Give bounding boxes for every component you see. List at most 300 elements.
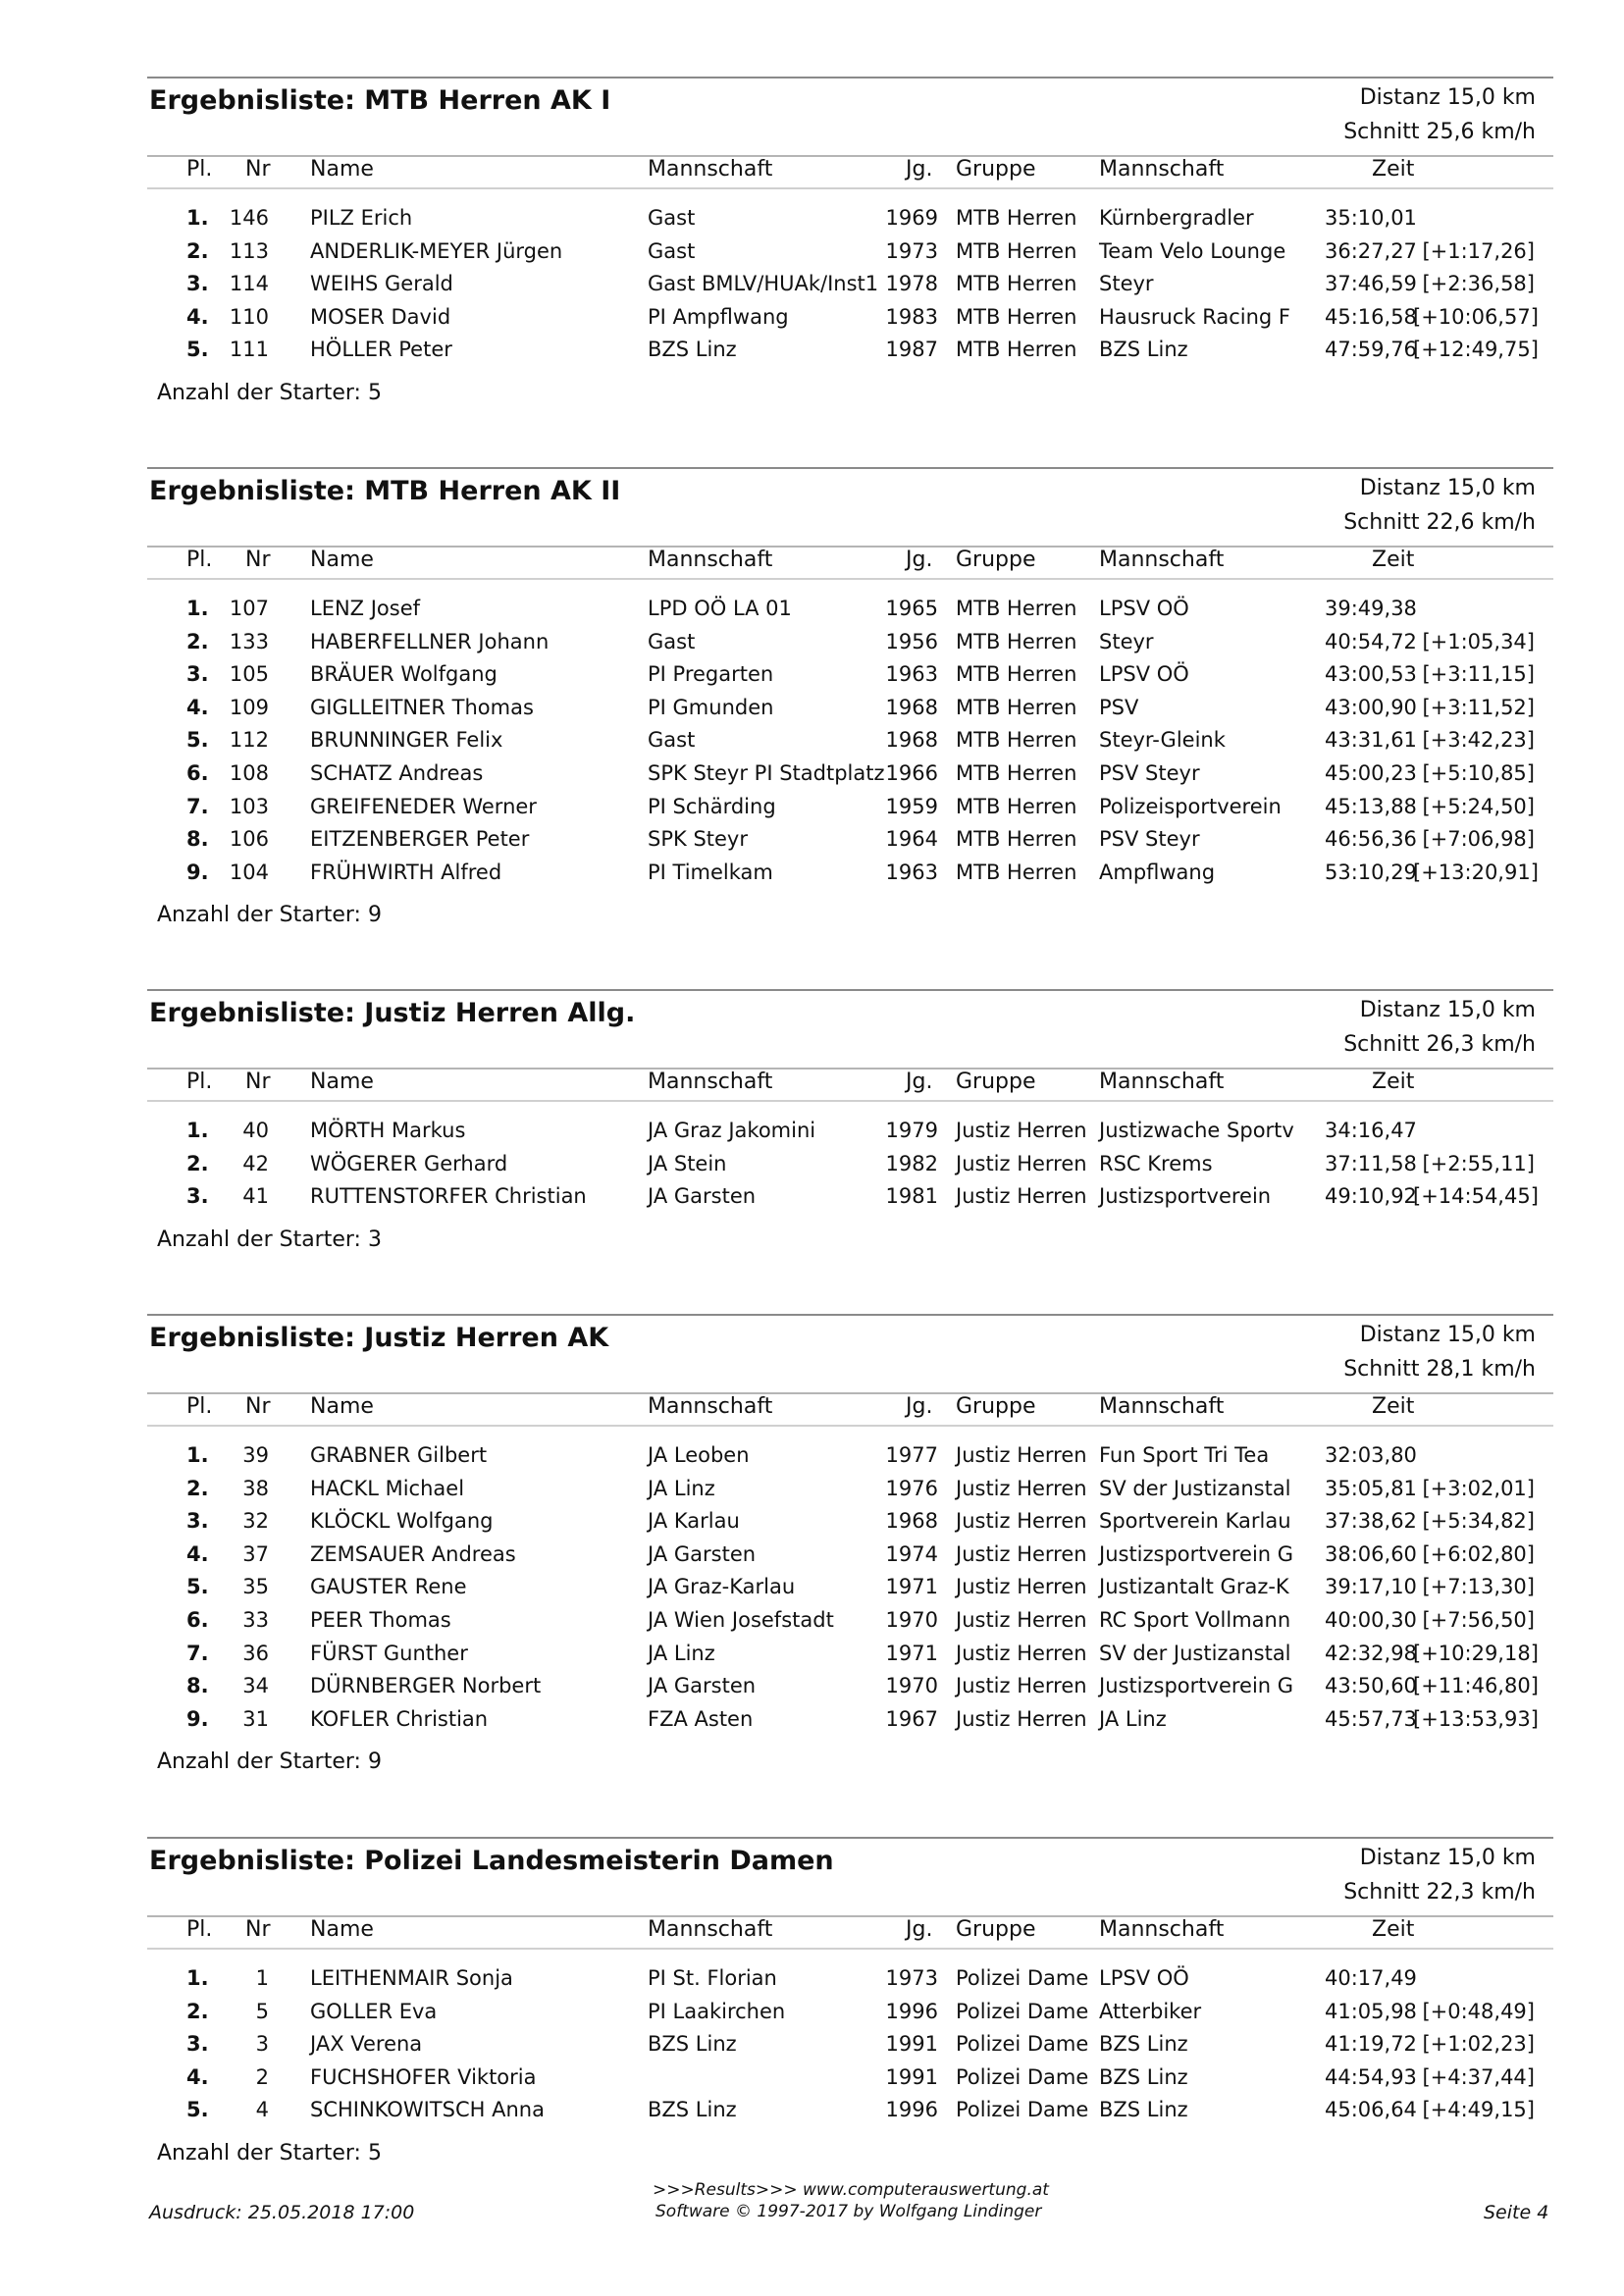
finish-time: 32:03,80 — [1325, 1443, 1417, 1467]
place: 2. — [186, 629, 209, 653]
time-gap: [+12:49,75] — [1413, 338, 1539, 362]
bib-number: 37 — [242, 1541, 269, 1566]
table-row — [147, 630, 1553, 663]
column-header-club: Mannschaft — [1099, 548, 1225, 572]
bib-number: 42 — [242, 1151, 269, 1175]
birth-year: 1971 — [885, 1575, 938, 1599]
bib-number: 3 — [255, 2032, 269, 2057]
section-divider — [147, 1314, 1553, 1316]
average-speed-label: Schnitt 26,3 km/h — [1343, 1032, 1536, 1057]
club: SV der Justizanstal — [1099, 1641, 1291, 1665]
birth-year: 1991 — [885, 2032, 938, 2057]
finish-time: 43:31,61 — [1325, 728, 1417, 753]
place: 6. — [186, 1608, 209, 1632]
table-row — [147, 1575, 1553, 1608]
team: PI St. Florian — [648, 1966, 777, 1990]
group: Polizei Dame — [956, 2098, 1089, 2122]
place: 2. — [186, 238, 209, 263]
footer-page-number: Seite 4 — [1484, 2202, 1549, 2223]
table-row — [147, 761, 1553, 795]
group: MTB Herren — [956, 827, 1077, 852]
header-divider — [147, 1948, 1553, 1950]
bib-number: 41 — [242, 1184, 269, 1209]
athlete-name: WÖGERER Gerhard — [310, 1151, 508, 1175]
birth-year: 1983 — [885, 304, 938, 329]
team: JA Stein — [648, 1151, 727, 1175]
section-meta — [1343, 1841, 1536, 1909]
athlete-name: PEER Thomas — [310, 1608, 451, 1632]
finish-time: 38:06,60 — [1325, 1541, 1417, 1566]
birth-year: 1978 — [885, 272, 938, 296]
birth-year: 1973 — [885, 238, 938, 263]
club: LPSV OÖ — [1099, 662, 1189, 687]
athlete-name: BRUNNINGER Felix — [310, 728, 503, 753]
column-header-nr: Nr — [245, 1070, 271, 1094]
birth-year: 1979 — [885, 1119, 938, 1142]
finish-time: 44:54,93 — [1325, 2064, 1417, 2089]
column-header-time: Zeit — [1372, 157, 1415, 182]
section-title: Ergebnisliste: MTB Herren AK II — [149, 476, 621, 506]
section-divider — [147, 77, 1553, 78]
finish-time: 40:17,49 — [1325, 1966, 1417, 1990]
group: MTB Herren — [956, 338, 1077, 362]
bib-number: 114 — [229, 272, 269, 296]
finish-time: 45:13,88 — [1325, 794, 1417, 818]
starter-count: Anzahl der Starter: 5 — [157, 381, 382, 405]
header-divider — [147, 578, 1553, 580]
column-header-club: Mannschaft — [1099, 1394, 1225, 1419]
place: 5. — [186, 1575, 209, 1599]
birth-year: 1970 — [885, 1674, 938, 1698]
birth-year: 1969 — [885, 206, 938, 230]
time-gap: [+13:20,91] — [1413, 860, 1539, 884]
distance-label: Distanz 15,0 km — [1359, 998, 1536, 1022]
birth-year: 1977 — [885, 1443, 938, 1467]
club: RC Sport Vollmann — [1099, 1608, 1291, 1632]
team: FZA Asten — [648, 1706, 754, 1731]
table-row — [147, 1642, 1553, 1675]
place: 3. — [186, 662, 209, 687]
athlete-name: LENZ Josef — [310, 597, 421, 620]
athlete-name: GAUSTER Rene — [310, 1575, 467, 1599]
athlete-name: KLÖCKL Wolfgang — [310, 1509, 494, 1534]
column-header-team: Mannschaft — [648, 1917, 773, 1942]
group: Polizei Dame — [956, 2032, 1089, 2057]
finish-time: 41:05,98 — [1325, 1999, 1417, 2023]
starter-count: Anzahl der Starter: 9 — [157, 1749, 382, 1775]
column-header-team: Mannschaft — [648, 548, 773, 572]
team: JA Linz — [648, 1476, 715, 1500]
team: Gast — [648, 206, 696, 230]
group: MTB Herren — [956, 238, 1077, 263]
column-header-nr: Nr — [245, 1917, 271, 1942]
section-title: Ergebnisliste: MTB Herren AK I — [149, 85, 611, 116]
time-gap: [+5:34,82] — [1422, 1509, 1535, 1534]
finish-time: 43:00,53 — [1325, 662, 1417, 687]
place: 2. — [186, 1476, 209, 1500]
footer-results-link[interactable]: >>>Results>>> www.computerauswertung.at — [653, 2180, 1049, 2200]
group: Justiz Herren — [956, 1674, 1087, 1698]
table-row — [147, 2000, 1553, 2033]
time-gap: [+7:06,98] — [1422, 827, 1535, 852]
birth-year: 1971 — [885, 1641, 938, 1665]
starter-count: Anzahl der Starter: 3 — [157, 1226, 382, 1252]
table-row — [147, 1608, 1553, 1642]
group: MTB Herren — [956, 728, 1077, 753]
club: BZS Linz — [1099, 2032, 1188, 2057]
club: Justizsportverein G — [1099, 1674, 1294, 1698]
header-divider — [147, 1100, 1553, 1102]
column-header-team: Mannschaft — [648, 157, 773, 182]
column-header-pl: Pl. — [186, 1917, 213, 1942]
athlete-name: LEITHENMAIR Sonja — [310, 1966, 513, 1990]
birth-year: 1965 — [885, 597, 938, 620]
team: JA Graz Jakomini — [648, 1119, 816, 1142]
bib-number: 104 — [229, 860, 269, 884]
time-gap: [+5:24,50] — [1422, 794, 1535, 818]
place: 5. — [186, 728, 209, 753]
club: Hausruck Racing F — [1099, 304, 1291, 329]
bib-number: 36 — [242, 1641, 269, 1665]
finish-time: 41:19,72 — [1325, 2032, 1417, 2057]
birth-year: 1996 — [885, 1999, 938, 2023]
team: PI Timelkam — [648, 860, 773, 884]
column-header-nr: Nr — [245, 1394, 271, 1419]
table-row — [147, 795, 1553, 828]
team: JA Leoben — [648, 1443, 750, 1467]
club: BZS Linz — [1099, 2098, 1188, 2122]
finish-time: 45:06,64 — [1325, 2098, 1417, 2122]
athlete-name: MÖRTH Markus — [310, 1119, 466, 1142]
athlete-name: BRÄUER Wolfgang — [310, 662, 498, 687]
club: BZS Linz — [1099, 338, 1188, 362]
footer-printed: Ausdruck: 25.05.2018 17:00 — [149, 2202, 415, 2223]
column-header-pl: Pl. — [186, 548, 213, 572]
column-header-group: Gruppe — [956, 1917, 1036, 1942]
table-row — [147, 239, 1553, 273]
group: MTB Herren — [956, 272, 1077, 296]
club: Justizsportverein G — [1099, 1541, 1294, 1566]
club: Kürnbergradler — [1099, 206, 1254, 230]
group: Justiz Herren — [956, 1184, 1087, 1209]
column-header-pl: Pl. — [186, 1070, 213, 1094]
club: Polizeisportverein — [1099, 794, 1282, 818]
place: 1. — [186, 1966, 209, 1990]
time-gap: [+6:02,80] — [1422, 1541, 1535, 1566]
birth-year: 1967 — [885, 1706, 938, 1731]
club: Team Velo Lounge — [1099, 238, 1286, 263]
place: 1. — [186, 1443, 209, 1467]
starter-count: Anzahl der Starter: 5 — [157, 2141, 382, 2166]
finish-time: 35:05,81 — [1325, 1476, 1417, 1500]
group: Polizei Dame — [956, 1999, 1089, 2023]
bib-number: 33 — [242, 1608, 269, 1632]
time-gap: [+2:36,58] — [1422, 272, 1535, 296]
bib-number: 110 — [229, 304, 269, 329]
birth-year: 1981 — [885, 1184, 938, 1209]
athlete-name: FUCHSHOFER Viktoria — [310, 2064, 537, 2089]
column-header-team: Mannschaft — [648, 1394, 773, 1419]
group: Justiz Herren — [956, 1575, 1087, 1599]
club: Justizsportverein — [1099, 1184, 1272, 1209]
finish-time: 39:49,38 — [1325, 597, 1417, 620]
column-header-time: Zeit — [1372, 1917, 1415, 1942]
group: MTB Herren — [956, 304, 1077, 329]
time-gap: [+5:10,85] — [1422, 761, 1535, 785]
place: 4. — [186, 1541, 209, 1566]
time-gap: [+3:11,15] — [1422, 662, 1535, 687]
athlete-name: HABERFELLNER Johann — [310, 629, 550, 653]
finish-time: 34:16,47 — [1325, 1119, 1417, 1142]
athlete-name: JAX Verena — [310, 2032, 423, 2057]
place: 8. — [186, 827, 209, 852]
bib-number: 112 — [229, 728, 269, 753]
finish-time: 43:50,60 — [1325, 1674, 1417, 1698]
average-speed-label: Schnitt 28,1 km/h — [1343, 1357, 1536, 1382]
club: Steyr-Gleink — [1099, 728, 1226, 753]
column-header-team: Mannschaft — [648, 1070, 773, 1094]
team: PI Laakirchen — [648, 1999, 786, 2023]
team: PI Schärding — [648, 794, 776, 818]
group: Justiz Herren — [956, 1151, 1087, 1175]
table-row — [147, 206, 1553, 239]
club: PSV Steyr — [1099, 827, 1200, 852]
time-gap: [+7:56,50] — [1422, 1608, 1535, 1632]
time-gap: [+10:29,18] — [1413, 1641, 1539, 1665]
time-gap: [+7:13,30] — [1422, 1575, 1535, 1599]
team: PI Ampflwang — [648, 304, 789, 329]
table-row — [147, 696, 1553, 729]
finish-time: 36:27,27 — [1325, 238, 1417, 263]
distance-label: Distanz 15,0 km — [1359, 1323, 1536, 1347]
club: PSV Steyr — [1099, 761, 1200, 785]
section-meta — [1343, 993, 1536, 1062]
club: LPSV OÖ — [1099, 1966, 1189, 1990]
header-divider — [147, 187, 1553, 189]
section-divider — [147, 467, 1553, 469]
section-meta — [1343, 1318, 1536, 1386]
birth-year: 1956 — [885, 629, 938, 653]
group: Justiz Herren — [956, 1443, 1087, 1467]
finish-time: 45:16,58 — [1325, 304, 1417, 329]
table-row — [147, 272, 1553, 305]
bib-number: 106 — [229, 827, 269, 852]
club: Atterbiker — [1099, 1999, 1202, 2023]
table-row — [147, 861, 1553, 894]
place: 5. — [186, 338, 209, 362]
bib-number: 146 — [229, 206, 269, 230]
team: JA Karlau — [648, 1509, 740, 1534]
column-header-club: Mannschaft — [1099, 1917, 1225, 1942]
column-header-jg: Jg. — [906, 1070, 933, 1094]
club: Steyr — [1099, 629, 1154, 653]
athlete-name: GOLLER Eva — [310, 1999, 438, 2023]
column-header-time: Zeit — [1372, 1070, 1415, 1094]
time-gap: [+13:53,93] — [1413, 1706, 1539, 1731]
place: 3. — [186, 2032, 209, 2057]
table-row — [147, 338, 1553, 371]
table-row — [147, 2065, 1553, 2099]
time-gap: [+2:55,11] — [1422, 1151, 1535, 1175]
bib-number: 32 — [242, 1509, 269, 1534]
distance-label: Distanz 15,0 km — [1359, 85, 1536, 110]
place: 3. — [186, 1184, 209, 1209]
group: MTB Herren — [956, 761, 1077, 785]
team: JA Graz-Karlau — [648, 1575, 796, 1599]
place: 6. — [186, 761, 209, 785]
column-header-nr: Nr — [245, 548, 271, 572]
average-speed-label: Schnitt 22,6 km/h — [1343, 510, 1536, 535]
club: Fun Sport Tri Tea — [1099, 1443, 1270, 1467]
athlete-name: SCHINKOWITSCH Anna — [310, 2098, 545, 2122]
group: MTB Herren — [956, 206, 1077, 230]
column-header-group: Gruppe — [956, 1070, 1036, 1094]
bib-number: 113 — [229, 238, 269, 263]
team: JA Garsten — [648, 1674, 757, 1698]
time-gap: [+4:49,15] — [1422, 2098, 1535, 2122]
time-gap: [+1:02,23] — [1422, 2032, 1535, 2057]
athlete-name: PILZ Erich — [310, 206, 413, 230]
table-row — [147, 597, 1553, 630]
time-gap: [+3:11,52] — [1422, 695, 1535, 719]
section-title: Ergebnisliste: Polizei Landesmeisterin Damen — [149, 1846, 834, 1876]
section-title: Ergebnisliste: Justiz Herren AK — [149, 1323, 609, 1353]
header-divider — [147, 1425, 1553, 1427]
time-gap: [+14:54,45] — [1413, 1184, 1539, 1209]
time-gap: [+1:05,34] — [1422, 629, 1535, 653]
club: SV der Justizanstal — [1099, 1476, 1291, 1500]
section-divider — [147, 1837, 1553, 1839]
birth-year: 1959 — [885, 794, 938, 818]
column-header-pl: Pl. — [186, 1394, 213, 1419]
finish-time: 35:10,01 — [1325, 206, 1417, 230]
section-meta — [1343, 471, 1536, 540]
club: Sportverein Karlau — [1099, 1509, 1291, 1534]
team: JA Wien Josefstadt — [648, 1608, 834, 1632]
average-speed-label: Schnitt 25,6 km/h — [1343, 120, 1536, 144]
bib-number: 31 — [242, 1706, 269, 1731]
team: JA Linz — [648, 1641, 715, 1665]
finish-time: 40:54,72 — [1325, 629, 1417, 653]
team: SPK Steyr PI Stadtplatz — [648, 761, 885, 785]
bib-number: 2 — [255, 2064, 269, 2089]
bib-number: 5 — [255, 1999, 269, 2023]
athlete-name: KOFLER Christian — [310, 1706, 489, 1731]
table-row — [147, 1477, 1553, 1510]
time-gap: [+4:37,44] — [1422, 2064, 1535, 2089]
section-meta — [1343, 80, 1536, 149]
bib-number: 109 — [229, 695, 269, 719]
finish-time: 45:57,73 — [1325, 1706, 1417, 1731]
place: 1. — [186, 206, 209, 230]
table-row — [147, 1707, 1553, 1741]
section-divider — [147, 989, 1553, 991]
bib-number: 133 — [229, 629, 269, 653]
average-speed-label: Schnitt 22,3 km/h — [1343, 1880, 1536, 1905]
finish-time: 53:10,29 — [1325, 860, 1417, 884]
birth-year: 1968 — [885, 695, 938, 719]
column-header-time: Zeit — [1372, 1394, 1415, 1419]
club: PSV — [1099, 695, 1139, 719]
athlete-name: WEIHS Gerald — [310, 272, 453, 296]
finish-time: 37:11,58 — [1325, 1151, 1417, 1175]
group: MTB Herren — [956, 597, 1077, 620]
team: BZS Linz — [648, 2098, 737, 2122]
birth-year: 1964 — [885, 827, 938, 852]
athlete-name: GREIFENEDER Werner — [310, 794, 537, 818]
finish-time: 37:46,59 — [1325, 272, 1417, 296]
finish-time: 47:59,76 — [1325, 338, 1417, 362]
column-header-club: Mannschaft — [1099, 1070, 1225, 1094]
team: JA Garsten — [648, 1184, 757, 1209]
place: 7. — [186, 1641, 209, 1665]
team: Gast — [648, 728, 696, 753]
column-header-name: Name — [310, 1394, 374, 1419]
table-row — [147, 1966, 1553, 2000]
finish-time: 40:00,30 — [1325, 1608, 1417, 1632]
group: Polizei Dame — [956, 2064, 1089, 2089]
table-row — [147, 2098, 1553, 2131]
athlete-name: SCHATZ Andreas — [310, 761, 484, 785]
athlete-name: FRÜHWIRTH Alfred — [310, 860, 502, 884]
footer-software: Software © 1997-2017 by Wolfgang Lindinger — [655, 2202, 1042, 2221]
club: RSC Krems — [1099, 1151, 1213, 1175]
club: Justizantalt Graz-K — [1099, 1575, 1289, 1599]
place: 7. — [186, 794, 209, 818]
time-gap: [+0:48,49] — [1422, 1999, 1535, 2023]
team: PI Gmunden — [648, 695, 774, 719]
team: BZS Linz — [648, 338, 737, 362]
bib-number: 105 — [229, 662, 269, 687]
team: PI Pregarten — [648, 662, 774, 687]
column-header-pl: Pl. — [186, 157, 213, 182]
time-gap: [+1:17,26] — [1422, 238, 1535, 263]
column-header-group: Gruppe — [956, 157, 1036, 182]
place: 3. — [186, 272, 209, 296]
bib-number: 39 — [242, 1443, 269, 1467]
birth-year: 1991 — [885, 2064, 938, 2089]
place: 9. — [186, 860, 209, 884]
place: 2. — [186, 1999, 209, 2023]
club: Ampflwang — [1099, 860, 1216, 884]
distance-label: Distanz 15,0 km — [1359, 476, 1536, 500]
table-row — [147, 1184, 1553, 1218]
birth-year: 1968 — [885, 1509, 938, 1534]
table-row — [147, 2032, 1553, 2065]
club: LPSV OÖ — [1099, 597, 1189, 620]
column-header-name: Name — [310, 1917, 374, 1942]
athlete-name: EITZENBERGER Peter — [310, 827, 530, 852]
table-row — [147, 728, 1553, 761]
club: Justizwache Sportv — [1099, 1119, 1294, 1142]
birth-year: 1987 — [885, 338, 938, 362]
team: Gast — [648, 238, 696, 263]
time-gap: [+3:02,01] — [1422, 1476, 1535, 1500]
group: Justiz Herren — [956, 1119, 1087, 1142]
birth-year: 1973 — [885, 1966, 938, 1990]
column-header-jg: Jg. — [906, 548, 933, 572]
finish-time: 39:17,10 — [1325, 1575, 1417, 1599]
place: 9. — [186, 1706, 209, 1731]
group: Polizei Dame — [956, 1966, 1089, 1990]
birth-year: 1963 — [885, 662, 938, 687]
column-header-name: Name — [310, 157, 374, 182]
team: JA Garsten — [648, 1541, 757, 1566]
table-row — [147, 827, 1553, 861]
club: Steyr — [1099, 272, 1154, 296]
group: MTB Herren — [956, 695, 1077, 719]
finish-time: 43:00,90 — [1325, 695, 1417, 719]
